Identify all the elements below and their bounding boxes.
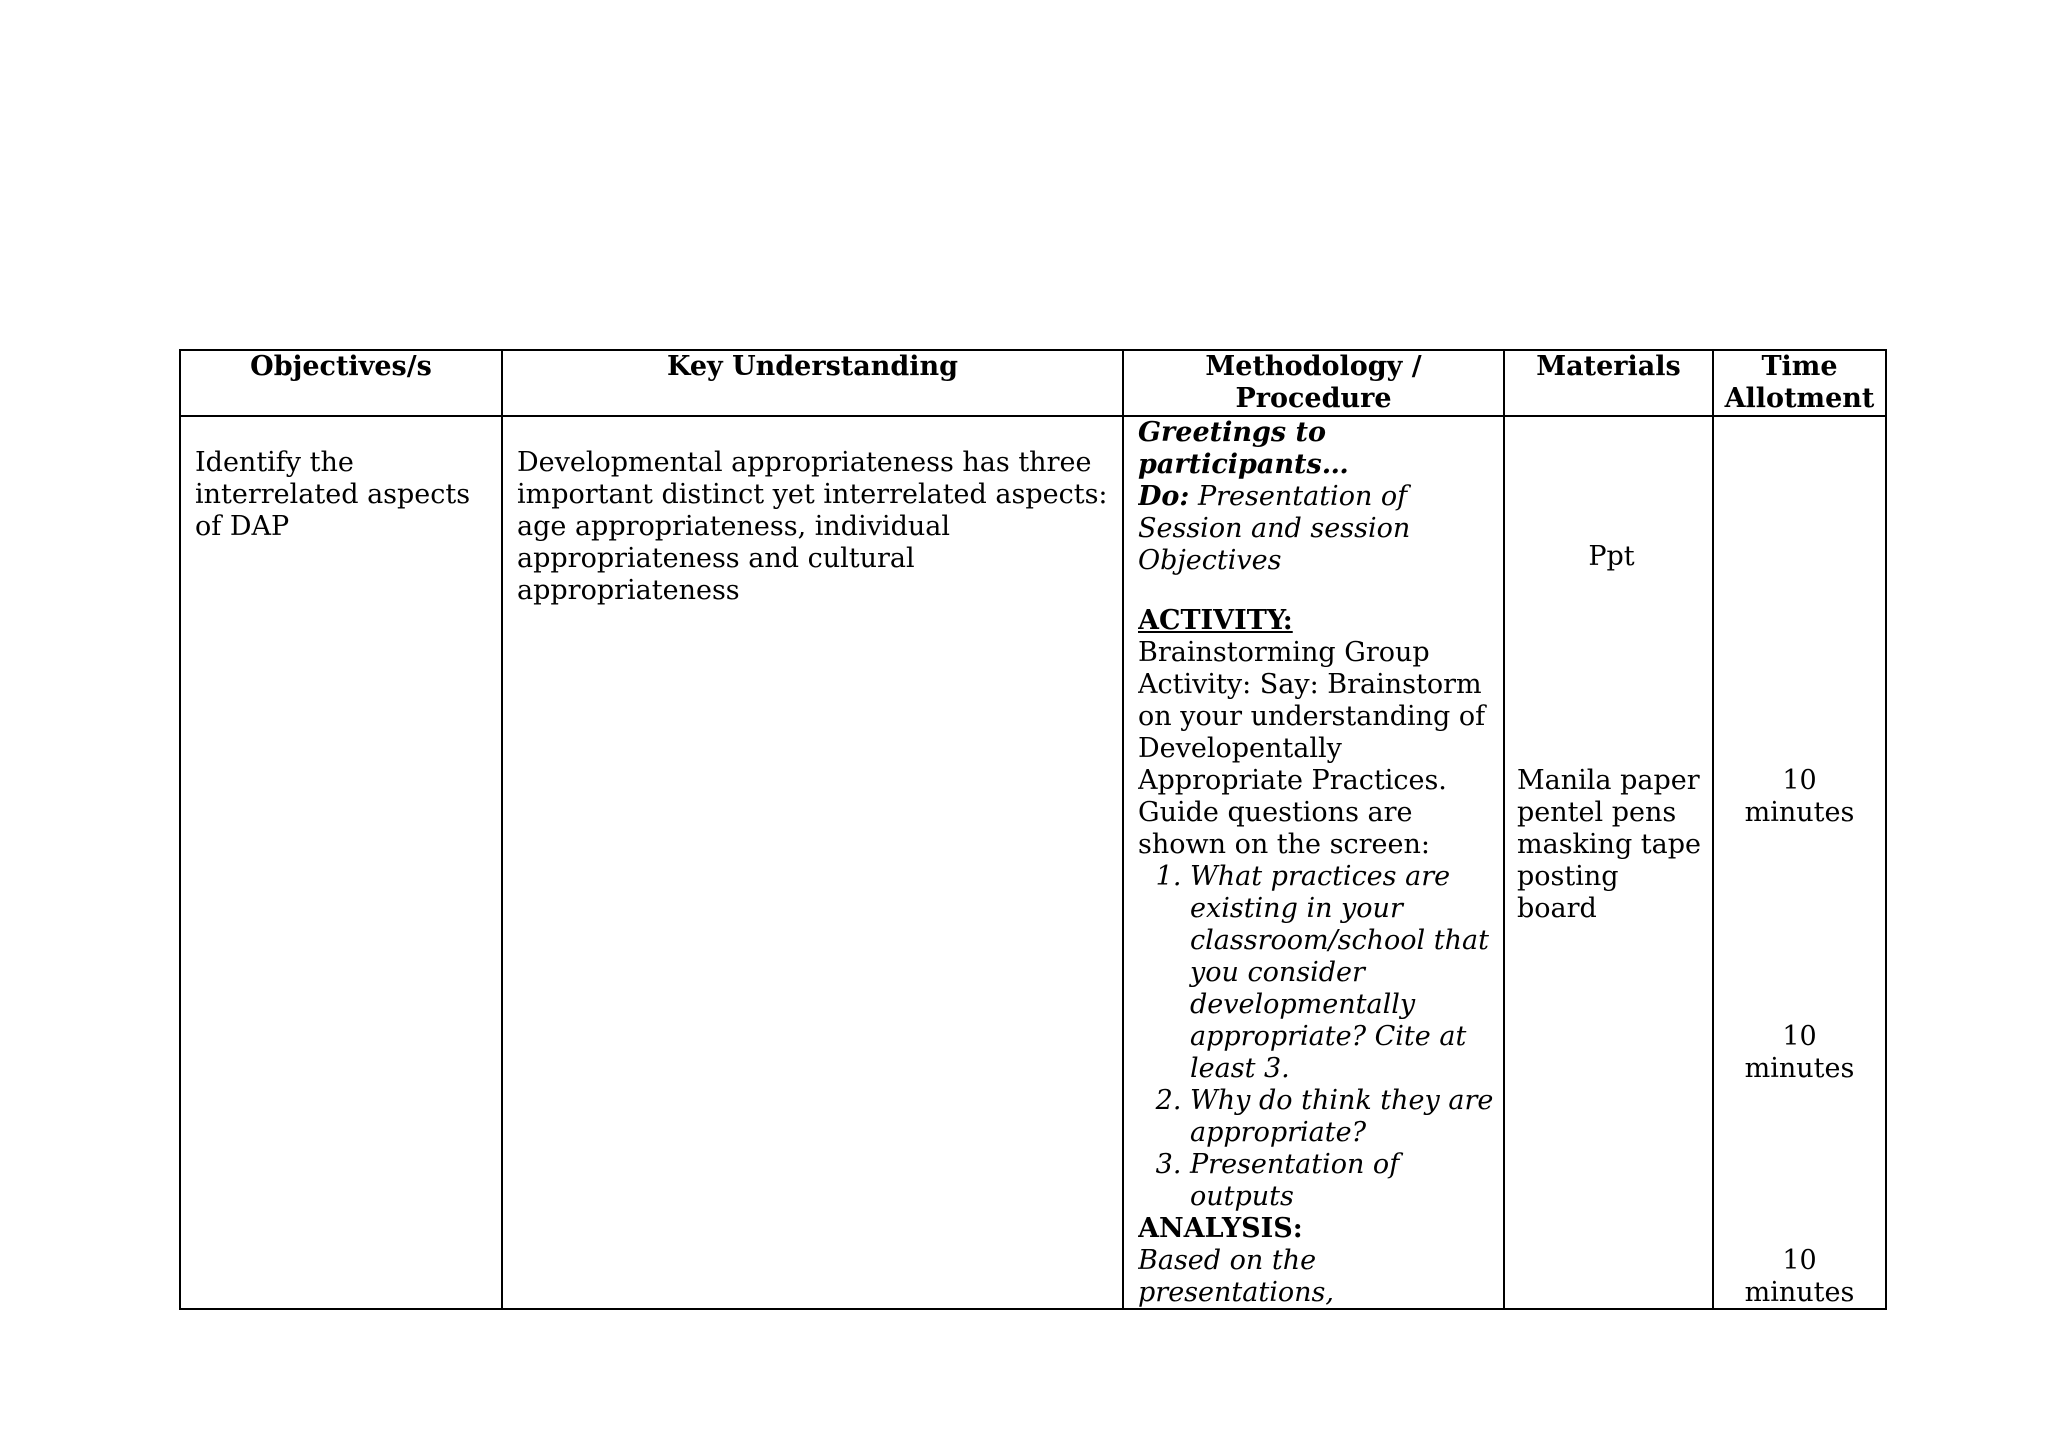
- activity-label: ACTIVITY:: [1138, 605, 1293, 636]
- time-unit: minutes: [1744, 1277, 1855, 1308]
- header-objectives: Objectives/s: [180, 350, 502, 416]
- methodology-cell: [1123, 416, 1504, 1309]
- do-instruction: [1138, 481, 1495, 577]
- materials-cell: [1504, 416, 1713, 1309]
- header-time-allotment: Time Allotment: [1713, 350, 1886, 416]
- header-methodology: Methodology / Procedure: [1123, 350, 1504, 416]
- header-materials: Materials: [1504, 350, 1713, 416]
- do-text: Presentation of Session and session Objectives: [1138, 481, 1411, 576]
- do-label: Do:: [1138, 481, 1190, 512]
- guide-questions-list: [1138, 861, 1495, 1213]
- activity-text: Group Activity: Say: Brainstorm on your understanding of Developentally Appropriate Practices. Guide questions are shown on the screen:: [1138, 637, 1486, 860]
- time-entry: [1720, 1245, 1879, 1308]
- key-understanding-text: Developmental appropriateness has three important distinct yet interrelated aspects: age appropriateness, individual appropriateness and cultural appropriateness: [517, 447, 1108, 606]
- material-item: masking tape: [1517, 829, 1702, 860]
- objective-text: Identify the interrelated aspects of DAP: [195, 447, 471, 542]
- time-allotment-cell: [1713, 416, 1886, 1309]
- material-ppt: Ppt: [1588, 541, 1635, 572]
- time-entry: [1720, 1021, 1879, 1085]
- table-row: [180, 416, 1886, 1309]
- material-item: pentel pens: [1517, 797, 1677, 828]
- greeting-text: Greetings to participants…: [1138, 417, 1349, 480]
- session-plan-table: [179, 349, 1887, 1310]
- time-value: 10: [1782, 1245, 1817, 1276]
- activity-block: [1138, 605, 1495, 861]
- analysis-text: Based on the presentations,: [1138, 1245, 1334, 1308]
- material-item: posting board: [1517, 861, 1619, 924]
- key-understanding-cell: [502, 416, 1123, 1309]
- header-key-understanding: Key Understanding: [502, 350, 1123, 416]
- time-value: 10: [1782, 1021, 1817, 1052]
- guide-question: 3. Presentation of outputs: [1190, 1149, 1495, 1213]
- time-unit: minutes: [1744, 1053, 1855, 1084]
- guide-question: 2. Why do think they are appropriate?: [1190, 1085, 1495, 1149]
- guide-question: 1. What practices are existing in your classroom/school that you consider developmentally appropriate? Cite at least 3.: [1190, 861, 1495, 1085]
- objectives-cell: [180, 416, 502, 1309]
- material-item: Manila paper: [1517, 765, 1700, 796]
- table-header-row: [180, 350, 1886, 416]
- analysis-label: ANALYSIS:: [1138, 1213, 1303, 1244]
- activity-title: Brainstorming: [1138, 637, 1336, 668]
- time-value: 10: [1782, 765, 1817, 796]
- materials-list: [1517, 765, 1706, 925]
- time-unit: minutes: [1744, 797, 1855, 828]
- time-entry: [1720, 765, 1879, 829]
